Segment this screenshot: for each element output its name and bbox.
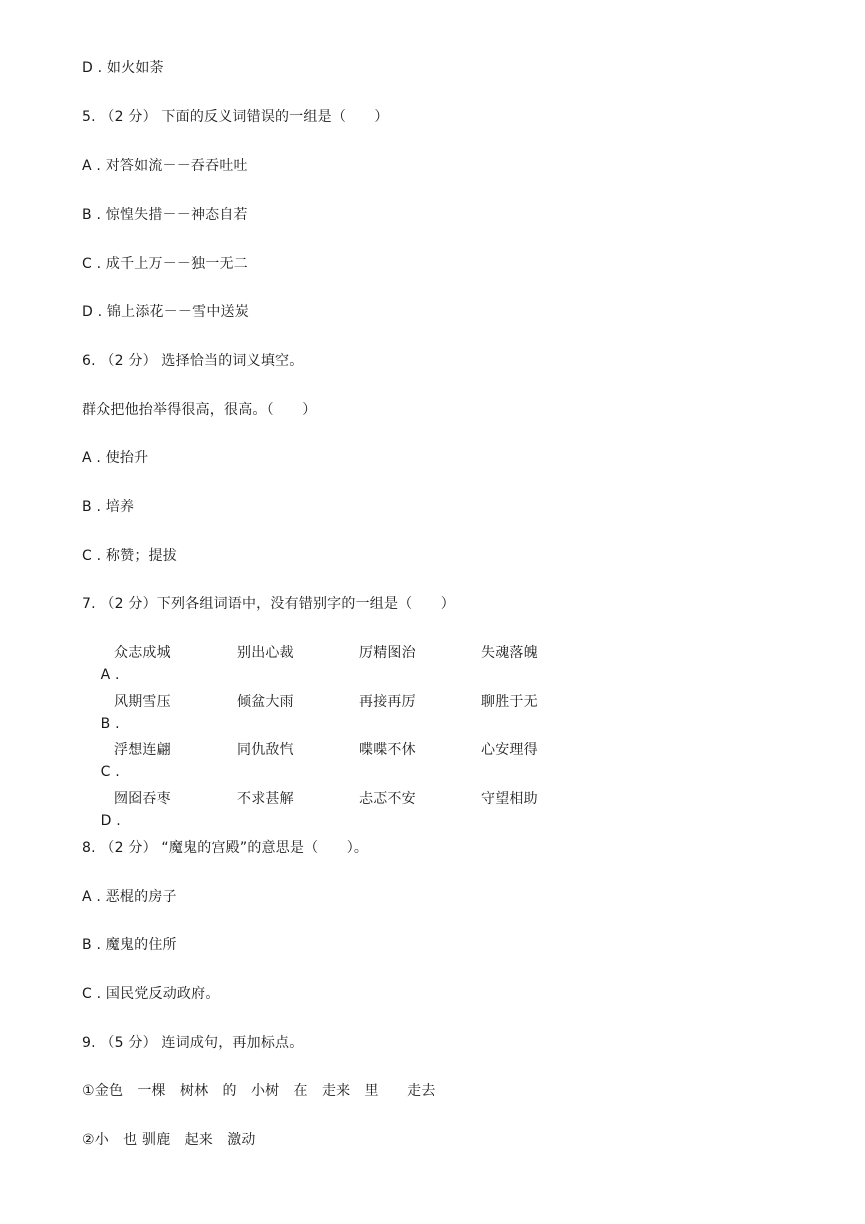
- word-cell: 不求甚解: [237, 791, 294, 807]
- option-c-q5: C . 成千上万－－独一无二: [82, 256, 248, 272]
- option-letter: D .: [100, 813, 126, 829]
- option-d-q7: [82, 788, 782, 829]
- word-cell: 喋喋不休: [359, 742, 416, 758]
- option-a-q8: A . 恶棍的房子: [82, 889, 177, 905]
- option-c-q7: [82, 739, 782, 780]
- option-c-q6: C . 称赞；提拔: [82, 548, 177, 564]
- option-b-q6: B . 培养: [82, 499, 135, 515]
- question-6-sentence: 群众把他抬举得很高，很高。（ ）: [82, 402, 317, 418]
- word-cell: 忐忑不安: [359, 791, 416, 807]
- word-cell: 浮想连翩: [114, 742, 171, 758]
- question-7: 7. （2 分）下列各组词语中，没有错别字的一组是（ ）: [82, 596, 455, 612]
- question-8: 8. （2 分） “魔鬼的宫殿”的意思是（ ）。: [82, 840, 369, 856]
- question-9: 9. （5 分） 连词成句，再加标点。: [82, 1035, 304, 1051]
- option-b-q7: [82, 691, 782, 732]
- word-cell: 众志成城: [114, 645, 171, 661]
- question-9-item-1: ①金色 一棵 树林 的 小树 在 走来 里 走去: [82, 1083, 436, 1099]
- question-9-item-2: ②小 也 驯鹿 起来 激动: [82, 1132, 256, 1148]
- option-letter: A .: [100, 667, 125, 683]
- word-cell: 心安理得: [481, 742, 538, 758]
- option-b-q8: B . 魔鬼的住所: [82, 937, 177, 953]
- option-letter: C .: [100, 764, 125, 780]
- word-cell: 别出心裁: [237, 645, 294, 661]
- word-cell: 聊胜于无: [481, 694, 538, 710]
- word-cell: 囫囵吞枣: [114, 791, 171, 807]
- option-b-q5: B . 惊惶失措－－神态自若: [82, 207, 248, 223]
- option-letter: B .: [100, 716, 125, 732]
- option-c-q8: C . 国民党反动政府。: [82, 986, 220, 1002]
- option-a-q6: A . 使抬升: [82, 450, 149, 466]
- word-cell: 守望相助: [481, 791, 538, 807]
- option-a-q7: [82, 642, 782, 683]
- question-6: 6. （2 分） 选择恰当的词义填空。: [82, 353, 304, 369]
- option-d-q5: D . 锦上添花－－雪中送炭: [82, 304, 249, 320]
- word-cell: 再接再厉: [359, 694, 416, 710]
- word-cell: 倾盆大雨: [237, 694, 294, 710]
- option-d-q4: D . 如火如荼: [82, 60, 164, 76]
- word-cell: 风期雪压: [114, 694, 171, 710]
- option-a-q5: A . 对答如流－－吞吞吐吐: [82, 158, 248, 174]
- word-cell: 同仇敌忾: [237, 742, 294, 758]
- question-5: 5. （2 分） 下面的反义词错误的一组是（ ）: [82, 109, 389, 125]
- word-cell: 厉精图治: [359, 645, 416, 661]
- word-cell: 失魂落魄: [481, 645, 538, 661]
